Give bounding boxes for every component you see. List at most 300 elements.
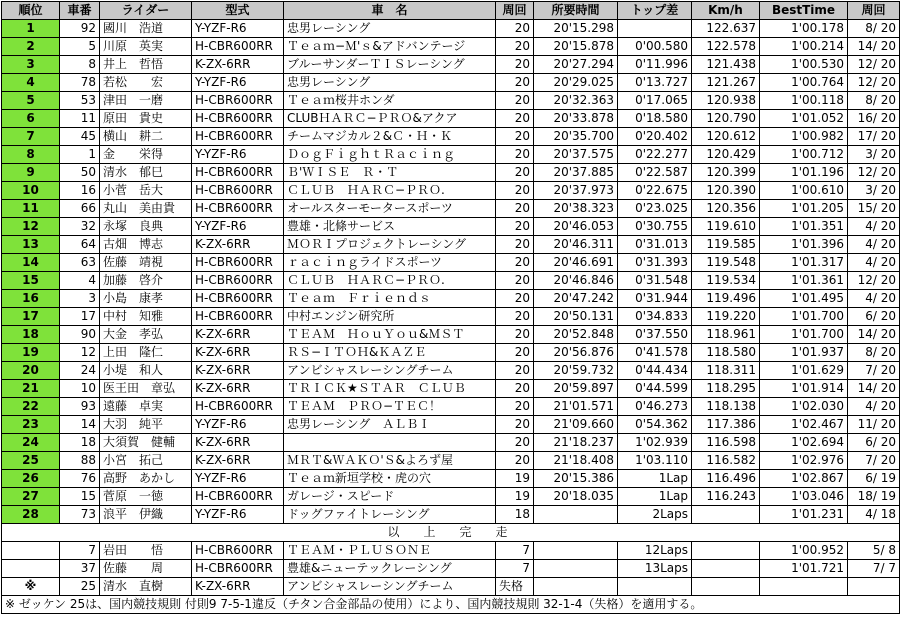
laps-cell: 失格: [496, 578, 534, 596]
result-row: [2, 56, 900, 74]
laps-cell: 20: [496, 200, 534, 218]
model-cell: Y-YZF-R6: [192, 20, 284, 38]
best-time-cell: [760, 578, 848, 596]
position-cell: 20: [2, 362, 60, 380]
number-cell: 12: [60, 344, 100, 362]
rider-cell: 菅原 一徳: [100, 488, 192, 506]
result-row: [2, 272, 900, 290]
result-row: [2, 506, 900, 524]
time-cell: 20'32.363: [534, 92, 618, 110]
number-cell: 25: [60, 578, 100, 596]
position-cell: 23: [2, 416, 60, 434]
speed-cell: 120.399: [692, 164, 760, 182]
team-cell: ドッグファイトレーシング: [284, 506, 496, 524]
rider-cell: 浪平 伊織: [100, 506, 192, 524]
model-cell: K-ZX-6RR: [192, 452, 284, 470]
speed-cell: 119.548: [692, 254, 760, 272]
position-cell: 27: [2, 488, 60, 506]
speed-cell: 120.390: [692, 182, 760, 200]
best-time-cell: 1'01.205: [760, 200, 848, 218]
rider-cell: 原田 貴史: [100, 110, 192, 128]
speed-cell: 118.138: [692, 398, 760, 416]
model-cell: K-ZX-6RR: [192, 380, 284, 398]
laps-cell: 20: [496, 344, 534, 362]
team-cell: ＴＲＩＣＫ★ＳＴＡＲ ＣＬＵＢ: [284, 380, 496, 398]
team-cell: 忠男レーシング: [284, 20, 496, 38]
best-time-cell: 1'00.982: [760, 128, 848, 146]
best-lap-cell: 7/ 20: [848, 362, 900, 380]
position-cell: [2, 542, 60, 560]
number-cell: 63: [60, 254, 100, 272]
laps-cell: 20: [496, 218, 534, 236]
laps-cell: 20: [496, 38, 534, 56]
rider-cell: 医王田 章弘: [100, 380, 192, 398]
rider-cell: 小堤 和人: [100, 362, 192, 380]
best-time-cell: 1'03.046: [760, 488, 848, 506]
time-cell: 20'46.691: [534, 254, 618, 272]
rider-cell: 永塚 良典: [100, 218, 192, 236]
best-lap-cell: 12/ 20: [848, 74, 900, 92]
number-cell: 53: [60, 92, 100, 110]
best-lap-cell: 14/ 20: [848, 38, 900, 56]
speed-cell: [692, 578, 760, 596]
gap-cell: 0'30.755: [618, 218, 692, 236]
team-cell: ブルーサンダーＴＩＳレーシング: [284, 56, 496, 74]
speed-cell: 120.429: [692, 146, 760, 164]
speed-cell: 120.938: [692, 92, 760, 110]
result-row: [2, 236, 900, 254]
number-cell: 1: [60, 146, 100, 164]
time-cell: 20'59.732: [534, 362, 618, 380]
position-cell: 8: [2, 146, 60, 164]
best-lap-cell: 8/ 20: [848, 92, 900, 110]
best-time-cell: 1'00.712: [760, 146, 848, 164]
laps-cell: 20: [496, 326, 534, 344]
speed-cell: 119.534: [692, 272, 760, 290]
model-cell: K-ZX-6RR: [192, 236, 284, 254]
team-cell: ＴＥＡＭ ＨｏｕＹｏｕ&ＭＳＴ: [284, 326, 496, 344]
number-cell: 15: [60, 488, 100, 506]
gap-cell: 0'22.587: [618, 164, 692, 182]
gap-cell: 0'17.065: [618, 92, 692, 110]
header-cell: 周回: [496, 2, 534, 20]
gap-cell: 0'31.013: [618, 236, 692, 254]
position-cell: 19: [2, 344, 60, 362]
speed-cell: 119.585: [692, 236, 760, 254]
rider-cell: 川原 英実: [100, 38, 192, 56]
speed-cell: 122.578: [692, 38, 760, 56]
number-cell: 93: [60, 398, 100, 416]
laps-cell: 19: [496, 470, 534, 488]
position-cell: 13: [2, 236, 60, 254]
time-cell: 20'46.311: [534, 236, 618, 254]
laps-cell: 20: [496, 308, 534, 326]
laps-cell: 20: [496, 20, 534, 38]
gap-cell: 0'34.833: [618, 308, 692, 326]
number-cell: 73: [60, 506, 100, 524]
speed-cell: 116.598: [692, 434, 760, 452]
best-time-cell: 1'01.231: [760, 506, 848, 524]
position-cell: 4: [2, 74, 60, 92]
footnote-text: ※ ゼッケン 25は、国内競技規則 付則9 7-5-1違反（チタン合金部品の使用）により、国内競技規則 32-1-4（失格）を適用する。: [2, 596, 900, 614]
result-row: [2, 38, 900, 56]
rider-cell: 高野 あかし: [100, 470, 192, 488]
team-cell: ガレージ・スピード: [284, 488, 496, 506]
result-row: [2, 110, 900, 128]
best-lap-cell: 3/ 20: [848, 146, 900, 164]
best-time-cell: 1'00.610: [760, 182, 848, 200]
rider-cell: 遠藤 卓実: [100, 398, 192, 416]
team-cell: 豊雄・北條サービス: [284, 218, 496, 236]
time-cell: [534, 542, 618, 560]
nonfinisher-row: [2, 560, 900, 578]
position-cell: ※: [2, 578, 60, 596]
best-lap-cell: [848, 578, 900, 596]
best-lap-cell: 5/ 8: [848, 542, 900, 560]
position-cell: 17: [2, 308, 60, 326]
team-cell: 豊雄&ニューテックレーシング: [284, 560, 496, 578]
best-time-cell: 1'02.867: [760, 470, 848, 488]
number-cell: 17: [60, 308, 100, 326]
number-cell: 88: [60, 452, 100, 470]
model-cell: H-CBR600RR: [192, 200, 284, 218]
time-cell: 21'18.237: [534, 434, 618, 452]
nonfinisher-row: [2, 542, 900, 560]
rider-cell: 清水 郁巳: [100, 164, 192, 182]
time-cell: [534, 560, 618, 578]
best-time-cell: 1'01.721: [760, 560, 848, 578]
model-cell: H-CBR600RR: [192, 164, 284, 182]
rider-cell: 小菅 岳大: [100, 182, 192, 200]
best-lap-cell: 4/ 20: [848, 236, 900, 254]
gap-cell: 0'46.273: [618, 398, 692, 416]
team-cell: 忠男レーシング ＡＬＢＩ: [284, 416, 496, 434]
gap-cell: 0'13.727: [618, 74, 692, 92]
time-cell: 21'01.571: [534, 398, 618, 416]
model-cell: H-CBR600RR: [192, 488, 284, 506]
rider-cell: 若松 宏: [100, 74, 192, 92]
position-cell: 28: [2, 506, 60, 524]
rider-cell: 佐藤 靖視: [100, 254, 192, 272]
model-cell: Y-YZF-R6: [192, 218, 284, 236]
rider-cell: 上田 隆仁: [100, 344, 192, 362]
position-cell: 10: [2, 182, 60, 200]
model-cell: K-ZX-6RR: [192, 362, 284, 380]
speed-cell: 116.243: [692, 488, 760, 506]
best-lap-cell: 3/ 20: [848, 182, 900, 200]
time-cell: 20'29.025: [534, 74, 618, 92]
separator-body: [2, 524, 900, 542]
result-row: [2, 92, 900, 110]
speed-cell: 120.612: [692, 128, 760, 146]
team-cell: アンビシャスレーシングチーム: [284, 578, 496, 596]
best-lap-cell: 7/ 20: [848, 452, 900, 470]
best-time-cell: 1'01.629: [760, 362, 848, 380]
time-cell: [534, 578, 618, 596]
team-cell: CLUBＨＡＲＣ−ＰＲＯ&アクア: [284, 110, 496, 128]
rider-cell: 加藤 啓介: [100, 272, 192, 290]
time-cell: 20'46.053: [534, 218, 618, 236]
position-cell: 25: [2, 452, 60, 470]
laps-cell: 20: [496, 290, 534, 308]
laps-cell: 20: [496, 146, 534, 164]
time-cell: 20'56.876: [534, 344, 618, 362]
model-cell: H-CBR600RR: [192, 560, 284, 578]
number-cell: 24: [60, 362, 100, 380]
team-cell: Ｔｅａｍ−Ｍ'ｓ&アドバンテージ: [284, 38, 496, 56]
best-lap-cell: 4/ 18: [848, 506, 900, 524]
model-cell: Y-YZF-R6: [192, 470, 284, 488]
laps-cell: 20: [496, 92, 534, 110]
footnote-row: [2, 596, 900, 614]
best-lap-cell: 8/ 20: [848, 20, 900, 38]
best-time-cell: 1'00.118: [760, 92, 848, 110]
best-lap-cell: 18/ 19: [848, 488, 900, 506]
rider-cell: 大須賀 健輔: [100, 434, 192, 452]
number-cell: 16: [60, 182, 100, 200]
speed-cell: 118.295: [692, 380, 760, 398]
gap-cell: 0'00.580: [618, 38, 692, 56]
best-time-cell: 1'01.937: [760, 344, 848, 362]
team-cell: ＤｏｇＦｉｇｈｔＲａｃｉｎｇ: [284, 146, 496, 164]
team-cell: Ｔｅａｍ桜井ホンダ: [284, 92, 496, 110]
model-cell: H-CBR600RR: [192, 182, 284, 200]
position-cell: 5: [2, 92, 60, 110]
time-cell: 20'15.298: [534, 20, 618, 38]
best-lap-cell: 11/ 20: [848, 416, 900, 434]
rider-cell: 岩田 悟: [100, 542, 192, 560]
header-cell: トップ差: [618, 2, 692, 20]
header-cell: BestTime: [760, 2, 848, 20]
position-cell: 11: [2, 200, 60, 218]
header-cell: 順位: [2, 2, 60, 20]
gap-cell: 12Laps: [618, 542, 692, 560]
position-cell: 18: [2, 326, 60, 344]
best-lap-cell: 4/ 20: [848, 218, 900, 236]
laps-cell: 18: [496, 506, 534, 524]
laps-cell: 20: [496, 416, 534, 434]
best-lap-cell: 8/ 20: [848, 344, 900, 362]
number-cell: 50: [60, 164, 100, 182]
result-row: [2, 200, 900, 218]
time-cell: 20'52.848: [534, 326, 618, 344]
number-cell: 64: [60, 236, 100, 254]
header-cell: ライダー: [100, 2, 192, 20]
gap-cell: 0'44.599: [618, 380, 692, 398]
laps-cell: 20: [496, 380, 534, 398]
laps-cell: 20: [496, 452, 534, 470]
rider-cell: 小宮 拓己: [100, 452, 192, 470]
gap-cell: 0'44.434: [618, 362, 692, 380]
number-cell: 7: [60, 542, 100, 560]
model-cell: H-CBR600RR: [192, 272, 284, 290]
team-cell: ＭＯＲＩプロジェクトレーシング: [284, 236, 496, 254]
model-cell: H-CBR600RR: [192, 542, 284, 560]
result-row: [2, 146, 900, 164]
number-cell: 14: [60, 416, 100, 434]
team-cell: ＣＬＵＢ ＨＡＲＣ−ＰＲＯ.: [284, 272, 496, 290]
team-cell: オールスターモータースポーツ: [284, 200, 496, 218]
best-lap-cell: 6/ 20: [848, 308, 900, 326]
best-lap-cell: 15/ 20: [848, 200, 900, 218]
position-cell: 14: [2, 254, 60, 272]
header-cell: Km/h: [692, 2, 760, 20]
best-lap-cell: 14/ 20: [848, 380, 900, 398]
nonfinishers-body: [2, 542, 900, 596]
result-row: [2, 290, 900, 308]
time-cell: 20'35.700: [534, 128, 618, 146]
speed-cell: 116.582: [692, 452, 760, 470]
team-cell: Ｂ'ＷＩＳＥ Ｒ・Ｔ: [284, 164, 496, 182]
best-time-cell: 1'00.530: [760, 56, 848, 74]
team-cell: 中村エンジン研究所: [284, 308, 496, 326]
team-cell: チームマジカル２&Ｃ・Ｈ・Ｋ: [284, 128, 496, 146]
time-cell: 20'38.323: [534, 200, 618, 218]
model-cell: K-ZX-6RR: [192, 434, 284, 452]
speed-cell: 121.267: [692, 74, 760, 92]
gap-cell: 1Lap: [618, 488, 692, 506]
best-time-cell: 1'01.700: [760, 326, 848, 344]
laps-cell: 20: [496, 164, 534, 182]
number-cell: 37: [60, 560, 100, 578]
speed-cell: [692, 560, 760, 578]
best-time-cell: 1'01.396: [760, 236, 848, 254]
result-row: [2, 20, 900, 38]
gap-cell: 0'31.548: [618, 272, 692, 290]
finishers-body: [2, 20, 900, 524]
best-time-cell: 1'01.700: [760, 308, 848, 326]
best-lap-cell: 4/ 20: [848, 398, 900, 416]
result-row: [2, 326, 900, 344]
number-cell: 18: [60, 434, 100, 452]
result-row: [2, 128, 900, 146]
position-cell: 3: [2, 56, 60, 74]
best-time-cell: 1'01.495: [760, 290, 848, 308]
finishers-separator-row: [2, 524, 900, 542]
team-cell: 忠男レーシング: [284, 74, 496, 92]
position-cell: 12: [2, 218, 60, 236]
result-row: [2, 74, 900, 92]
gap-cell: 0'18.580: [618, 110, 692, 128]
result-row: [2, 182, 900, 200]
best-time-cell: 1'01.914: [760, 380, 848, 398]
result-row: [2, 470, 900, 488]
speed-cell: 122.637: [692, 20, 760, 38]
best-lap-cell: 16/ 20: [848, 110, 900, 128]
model-cell: K-ZX-6RR: [192, 578, 284, 596]
result-row: [2, 344, 900, 362]
time-cell: 20'46.846: [534, 272, 618, 290]
header-cell: 車番: [60, 2, 100, 20]
gap-cell: 1'03.110: [618, 452, 692, 470]
rider-cell: 津田 一磨: [100, 92, 192, 110]
gap-cell: 0'23.025: [618, 200, 692, 218]
result-row: [2, 164, 900, 182]
number-cell: 11: [60, 110, 100, 128]
best-lap-cell: 4/ 20: [848, 290, 900, 308]
model-cell: H-CBR600RR: [192, 254, 284, 272]
best-lap-cell: 12/ 20: [848, 272, 900, 290]
rider-cell: 大羽 純平: [100, 416, 192, 434]
nonfinisher-row: [2, 578, 900, 596]
time-cell: 20'27.294: [534, 56, 618, 74]
result-row: [2, 398, 900, 416]
rider-cell: 國川 浩道: [100, 20, 192, 38]
gap-cell: [618, 20, 692, 38]
time-cell: 20'59.897: [534, 380, 618, 398]
best-lap-cell: 4/ 20: [848, 254, 900, 272]
model-cell: K-ZX-6RR: [192, 344, 284, 362]
team-cell: ｒａｃｉｎｇライドスポーツ: [284, 254, 496, 272]
position-cell: 9: [2, 164, 60, 182]
time-cell: 21'09.660: [534, 416, 618, 434]
rider-cell: 金 栄得: [100, 146, 192, 164]
position-cell: 16: [2, 290, 60, 308]
rider-cell: 古畑 博志: [100, 236, 192, 254]
rider-cell: 大金 孝弘: [100, 326, 192, 344]
result-row: [2, 416, 900, 434]
best-time-cell: 1'01.351: [760, 218, 848, 236]
laps-cell: 20: [496, 56, 534, 74]
time-cell: 20'33.878: [534, 110, 618, 128]
best-time-cell: 1'01.052: [760, 110, 848, 128]
speed-cell: 120.790: [692, 110, 760, 128]
team-cell: ＭＲＴ&ＷＡＫＯ'Ｓ&よろず屋: [284, 452, 496, 470]
best-time-cell: 1'02.976: [760, 452, 848, 470]
best-time-cell: 1'01.361: [760, 272, 848, 290]
team-cell: Ｔｅａｍ新垣学校・虎の穴: [284, 470, 496, 488]
gap-cell: 13Laps: [618, 560, 692, 578]
model-cell: Y-YZF-R6: [192, 74, 284, 92]
team-cell: ＣＬＵＢ ＨＡＲＣ−ＰＲＯ.: [284, 182, 496, 200]
position-cell: 24: [2, 434, 60, 452]
best-lap-cell: 7/ 7: [848, 560, 900, 578]
rider-cell: 小島 康孝: [100, 290, 192, 308]
team-cell: [284, 434, 496, 452]
time-cell: 20'18.035: [534, 488, 618, 506]
number-cell: 10: [60, 380, 100, 398]
speed-cell: 121.438: [692, 56, 760, 74]
time-cell: 20'37.973: [534, 182, 618, 200]
model-cell: H-CBR600RR: [192, 398, 284, 416]
laps-cell: 19: [496, 488, 534, 506]
rider-cell: 清水 直樹: [100, 578, 192, 596]
time-cell: 20'50.131: [534, 308, 618, 326]
time-cell: 20'15.386: [534, 470, 618, 488]
footnote-body: [2, 596, 900, 614]
gap-cell: 0'31.944: [618, 290, 692, 308]
gap-cell: 0'22.675: [618, 182, 692, 200]
result-row: [2, 218, 900, 236]
model-cell: H-CBR600RR: [192, 308, 284, 326]
number-cell: 66: [60, 200, 100, 218]
time-cell: 20'37.575: [534, 146, 618, 164]
number-cell: 45: [60, 128, 100, 146]
gap-cell: 0'54.362: [618, 416, 692, 434]
laps-cell: 7: [496, 560, 534, 578]
time-cell: 21'18.408: [534, 452, 618, 470]
laps-cell: 20: [496, 398, 534, 416]
laps-cell: 7: [496, 542, 534, 560]
best-time-cell: 1'02.467: [760, 416, 848, 434]
model-cell: H-CBR600RR: [192, 128, 284, 146]
result-row: [2, 362, 900, 380]
laps-cell: 20: [496, 128, 534, 146]
team-cell: ＲＳ−ＩＴＯＨ&ＫＡＺＥ: [284, 344, 496, 362]
model-cell: H-CBR600RR: [192, 92, 284, 110]
position-cell: 2: [2, 38, 60, 56]
speed-cell: 118.311: [692, 362, 760, 380]
